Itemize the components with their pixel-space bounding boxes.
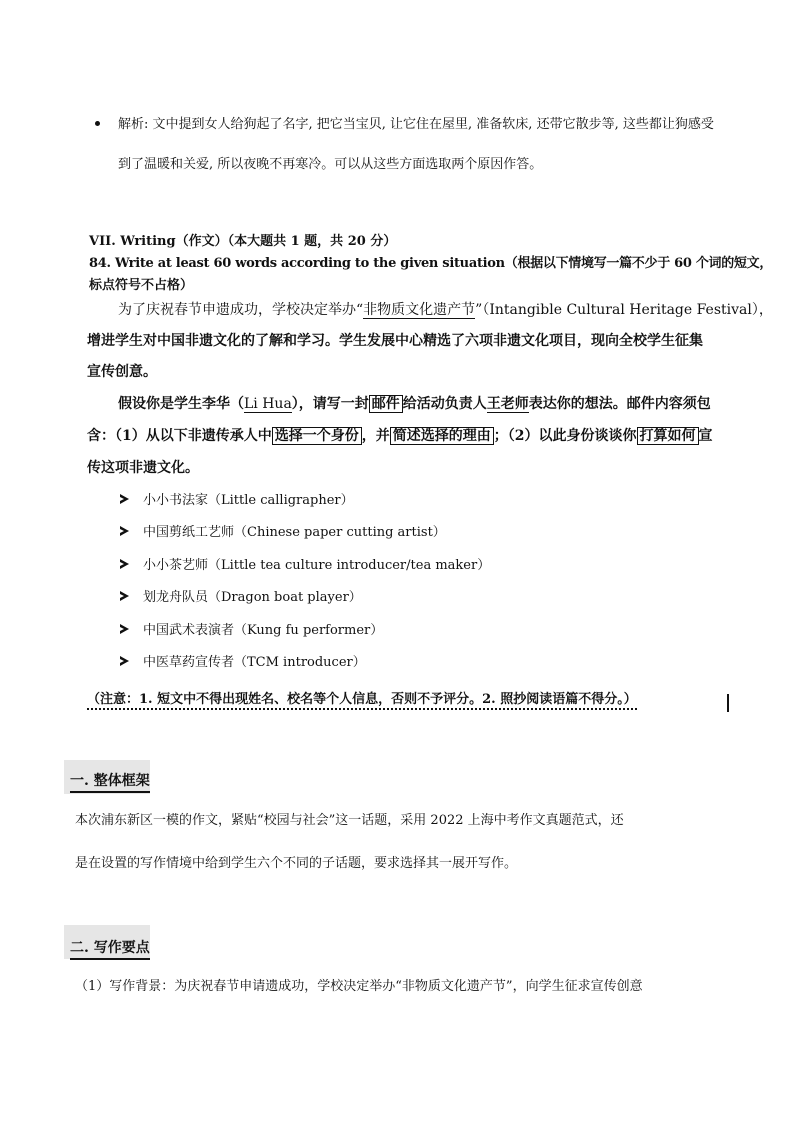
option-item: 中医草药宣传者（TCM introducer） — [143, 655, 366, 670]
prompt-text: 含：（1）从以下非遗传承人中 — [87, 428, 272, 444]
framework-heading: 一. 整体框架 — [70, 770, 150, 793]
prompt-paragraph-2-line-1 — [118, 393, 711, 413]
option-item: 划龙舟队员（Dragon boat player） — [143, 590, 362, 605]
keypoints-line-1: （1）写作背景：为庆祝春节申请遗成功，学校决定举办“非物质文化遗产节”，向学生征求宣传创意 — [75, 979, 643, 994]
bullet-dot-icon — [95, 121, 100, 126]
prompt-text: 给活动负责人 — [402, 396, 487, 412]
prompt-text: ；（2）以此身份谈谈你 — [493, 428, 637, 444]
keypoints-heading: 二. 写作要点 — [70, 937, 150, 960]
prompt-text: ，并 — [361, 428, 390, 444]
arrow-bullet-icon — [120, 624, 129, 634]
analysis-line-1: 解析: 文中提到女人给狗起了名字, 把它当宝贝, 让它住在屋里, 准备软床, 还带它散步等, 这些都让狗感受 — [118, 117, 714, 132]
prompt-paragraph-1-line-1 — [118, 299, 773, 319]
teacher-name: 王老师 — [486, 396, 529, 412]
prompt-paragraph-1-line-3: 宣传创意。 — [87, 364, 157, 380]
prompt-paragraph-2-line-2 — [87, 425, 713, 445]
plan-keyword: 打算如何 — [637, 427, 699, 445]
question-84-line-2: 标点符号不占格） — [89, 278, 194, 293]
note-text — [87, 688, 637, 707]
prompt-text: ”（Intangible Cultural Heritage Festival）， — [475, 302, 773, 318]
arrow-bullet-icon — [120, 559, 129, 569]
reason-keyword: 简述选择的理由 — [390, 427, 494, 445]
arrow-bullet-icon — [120, 591, 129, 601]
festival-name: 非物质文化遗产节 — [363, 302, 476, 318]
option-item: 中国武术表演者（Kung fu performer） — [143, 623, 384, 638]
note-content: （注意：1. 短文中不得出现姓名、校名等个人信息，否则不予评分。2. 照抄阅读语篇不得分。） — [87, 692, 637, 710]
prompt-text: 表达你的想法。邮件内容须包 — [528, 396, 711, 412]
prompt-paragraph-2-line-3: 传这项非遗文化。 — [87, 460, 199, 476]
framework-line-1: 本次浦东新区一模的作文，紧贴“校园与社会”这一话题，采用 2022 上海中考作文真题范式，还 — [75, 813, 624, 828]
arrow-bullet-icon — [120, 656, 129, 666]
arrow-bullet-icon — [120, 494, 129, 504]
text-cursor-mark — [727, 694, 729, 712]
prompt-text: 宣 — [698, 428, 713, 444]
option-item: 小小茶艺师（Little tea culture introducer/tea maker） — [143, 558, 491, 573]
prompt-text: 为了庆祝春节申遗成功，学校决定举办“ — [118, 302, 364, 318]
student-name: Li Hua — [244, 396, 292, 412]
section-title: VII. Writing（作文）（本大题共 1 题，共 20 分） — [89, 234, 397, 249]
prompt-text: ），请写一封 — [291, 396, 369, 412]
prompt-paragraph-1-line-2: 增进学生对中国非遗文化的了解和学习。学生发展中心精选了六项非遗文化项目，现向全校学生征集 — [87, 333, 703, 349]
option-item: 中国剪纸工艺师（Chinese paper cutting artist） — [143, 525, 446, 540]
prompt-text: 假设你是学生李华（ — [118, 396, 244, 412]
question-84-line-1: 84. Write at least 60 words according to the given situation（根据以下情境写一篇不少于 60 个词的短文， — [89, 256, 773, 271]
email-keyword: 邮件 — [369, 395, 403, 413]
choose-identity-keyword: 选择一个身份 — [272, 427, 362, 445]
analysis-line-2: 到了温暖和关爱, 所以夜晚不再寒冷。可以从这些方面选取两个原因作答。 — [118, 157, 543, 172]
option-item: 小小书法家（Little calligrapher） — [143, 493, 354, 508]
framework-line-2: 是在设置的写作情境中给到学生六个不同的子话题，要求选择其一展开写作。 — [75, 856, 518, 871]
arrow-bullet-icon — [120, 526, 129, 536]
